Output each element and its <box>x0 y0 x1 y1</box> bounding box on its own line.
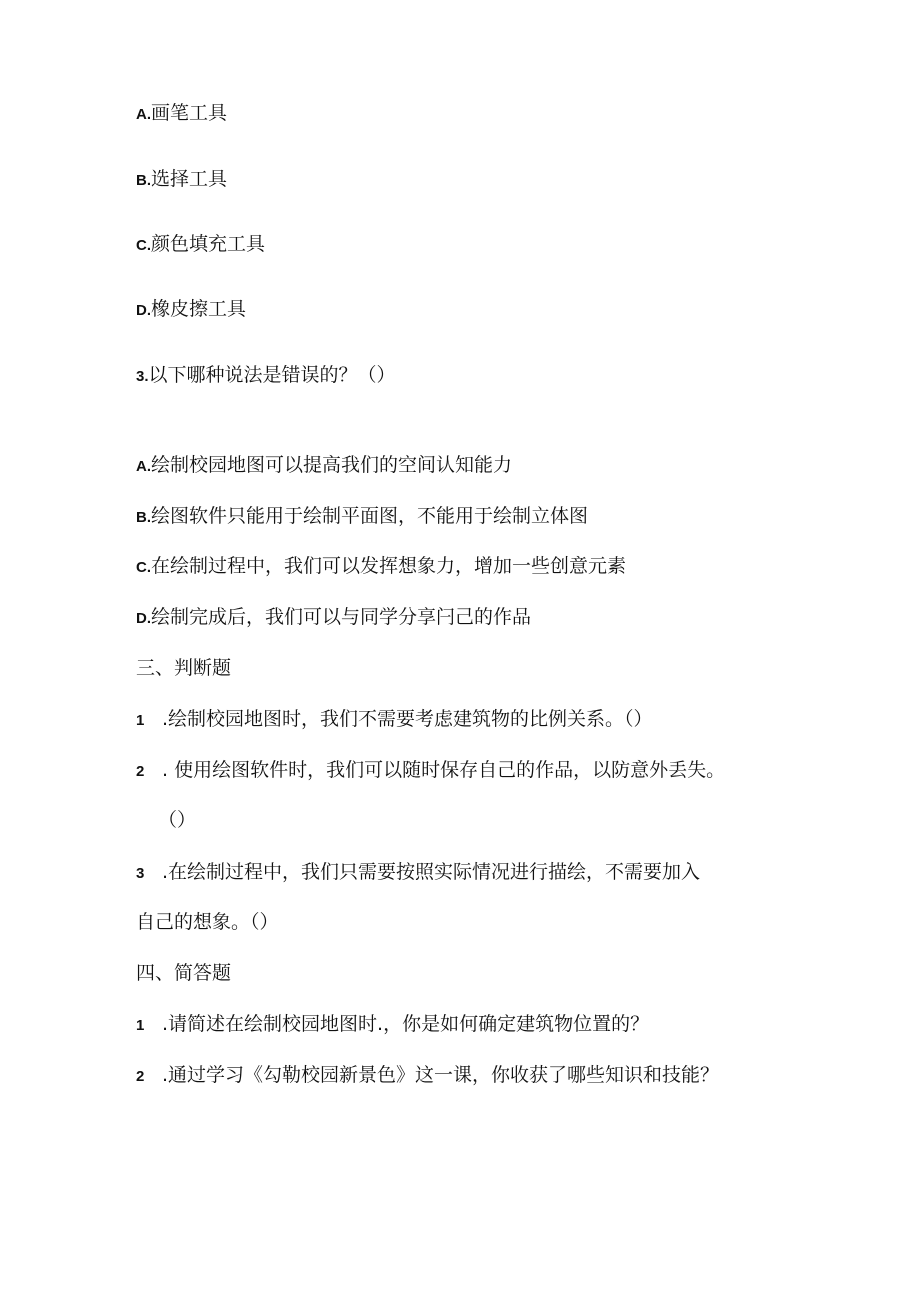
item-number: 3 <box>136 865 145 882</box>
option-text: 橡皮擦工具 <box>151 298 247 320</box>
item-text: .在绘制过程中，我们只需要按照实际情况进行描绘，不需要加入 <box>162 861 701 883</box>
item-text: .通过学习《勾勒校园新景色》这一课，你收获了哪些知识和技能？ <box>162 1064 720 1086</box>
item-number: 2 <box>136 1068 145 1085</box>
judgment-item-3 <box>136 860 700 886</box>
option-text: 颜色填充工具 <box>151 233 266 255</box>
option-text: 选择工具 <box>151 168 228 190</box>
option-text: 绘制完成后，我们可以与同学分享闩己的作品 <box>151 606 532 628</box>
judgment-item-3-continued: 自己的想象。（） <box>136 911 279 933</box>
section-title-judgment: 三、判断题 <box>136 657 232 679</box>
short-answer-item-1 <box>136 1012 649 1038</box>
q3-option-a <box>136 453 512 479</box>
item-number: 2 <box>136 763 145 780</box>
option-letter: D. <box>136 610 151 627</box>
option-text: 在绘制过程中，我们可以发挥想象力，增加一些创意元素 <box>151 555 627 577</box>
item-text: . 使用绘图软件时，我们可以随时保存自己的作品，以防意外丢失。 <box>162 759 726 781</box>
item-text: .绘制校园地图时，我们不需要考虑建筑物的比例关系。（） <box>162 708 653 730</box>
section-title-short-answer: 四、简答题 <box>136 962 232 984</box>
judgment-item-2 <box>136 758 725 784</box>
option-b <box>136 167 227 193</box>
option-text: 画笔工具 <box>151 102 228 124</box>
option-letter: C. <box>136 237 151 254</box>
q3-option-b <box>136 504 588 530</box>
item-number: 1 <box>136 1017 145 1034</box>
question-text: 以下哪种说法是错误的？（） <box>148 364 396 386</box>
option-text: 绘制校园地图可以提高我们的空间认知能力 <box>151 454 513 476</box>
question-number: 3. <box>136 368 149 385</box>
judgment-item-1 <box>136 707 653 733</box>
option-letter: D. <box>136 302 151 319</box>
option-letter: B. <box>136 172 151 189</box>
item-number: 1 <box>136 712 145 729</box>
option-text: 绘图软件只能用于绘制平面图，不能用于绘制立体图 <box>151 505 589 527</box>
q3-option-d <box>136 605 531 631</box>
option-letter: A. <box>136 106 151 123</box>
option-d <box>136 297 246 323</box>
judgment-item-2-continued: （） <box>158 809 197 831</box>
option-a <box>136 101 227 127</box>
option-letter: B. <box>136 509 151 526</box>
option-letter: C. <box>136 559 151 576</box>
question-3 <box>136 363 396 389</box>
option-letter: A. <box>136 458 151 475</box>
option-c <box>136 232 265 258</box>
item-text: .请简述在绘制校园地图时.，你是如何确定建筑物位置的？ <box>162 1013 650 1035</box>
q3-option-c <box>136 554 626 580</box>
short-answer-item-2 <box>136 1063 719 1089</box>
